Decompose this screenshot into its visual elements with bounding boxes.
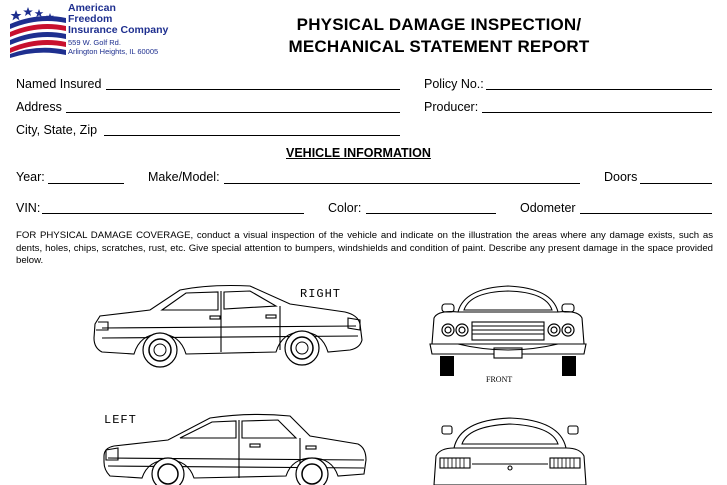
company-name-line: Freedom bbox=[68, 13, 113, 25]
color-field[interactable] bbox=[366, 213, 496, 214]
producer-field[interactable] bbox=[482, 112, 712, 113]
vin-label: VIN: bbox=[16, 201, 41, 215]
doors-field[interactable] bbox=[640, 183, 712, 184]
policy-no-field[interactable] bbox=[486, 89, 712, 90]
report-title-line: PHYSICAL DAMAGE INSPECTION/ bbox=[296, 15, 582, 34]
right-side-car-diagram[interactable] bbox=[90, 282, 370, 370]
policy-no-label: Policy No.: bbox=[424, 77, 484, 91]
year-label: Year: bbox=[16, 170, 45, 184]
front-car-diagram[interactable] bbox=[428, 282, 588, 380]
named-insured-field[interactable] bbox=[106, 89, 400, 90]
front-caption: FRONT bbox=[486, 375, 513, 384]
color-label: Color: bbox=[328, 201, 362, 215]
odometer-field[interactable] bbox=[580, 213, 712, 214]
address-field[interactable] bbox=[66, 112, 400, 113]
make-model-field[interactable] bbox=[224, 183, 580, 184]
year-field[interactable] bbox=[48, 183, 124, 184]
flag-logo-icon bbox=[10, 4, 66, 58]
city-state-zip-label: City, State, Zip bbox=[16, 123, 98, 137]
company-name bbox=[68, 3, 168, 36]
report-title bbox=[200, 14, 678, 58]
company-address bbox=[68, 38, 158, 56]
company-logo bbox=[10, 4, 180, 60]
city-state-zip-field[interactable] bbox=[104, 135, 400, 136]
company-name-line: Insurance Company bbox=[68, 24, 169, 36]
company-address-line: 559 W. Golf Rd. bbox=[68, 38, 121, 47]
doors-label: Doors bbox=[604, 170, 638, 184]
named-insured-label: Named Insured bbox=[16, 77, 102, 91]
right-side-caption: RIGHT bbox=[300, 287, 342, 301]
producer-label: Producer: bbox=[424, 100, 479, 114]
rear-car-diagram[interactable] bbox=[432, 412, 588, 485]
company-address-line: Arlington Heights, IL 60005 bbox=[68, 47, 159, 56]
company-name-line: American bbox=[68, 2, 116, 14]
address-label: Address bbox=[16, 100, 62, 114]
odometer-label: Odometer bbox=[520, 201, 576, 215]
left-side-caption: LEFT bbox=[104, 413, 137, 427]
left-side-car-diagram[interactable] bbox=[100, 410, 370, 485]
report-title-line: MECHANICAL STATEMENT REPORT bbox=[288, 37, 590, 56]
inspection-instructions: FOR PHYSICAL DAMAGE COVERAGE, conduct a visual inspection of the vehicle and indicate on the illustration the areas where any damage exists, such as dents, holes, chips, scratches, rust, etc. Give special attention to bumpers, windshields and condition of paint. Describe any present damage in the space provided below. bbox=[16, 230, 713, 266]
vehicle-information-heading: VEHICLE INFORMATION bbox=[286, 146, 431, 160]
make-model-label: Make/Model: bbox=[148, 170, 220, 184]
vin-field[interactable] bbox=[42, 213, 304, 214]
